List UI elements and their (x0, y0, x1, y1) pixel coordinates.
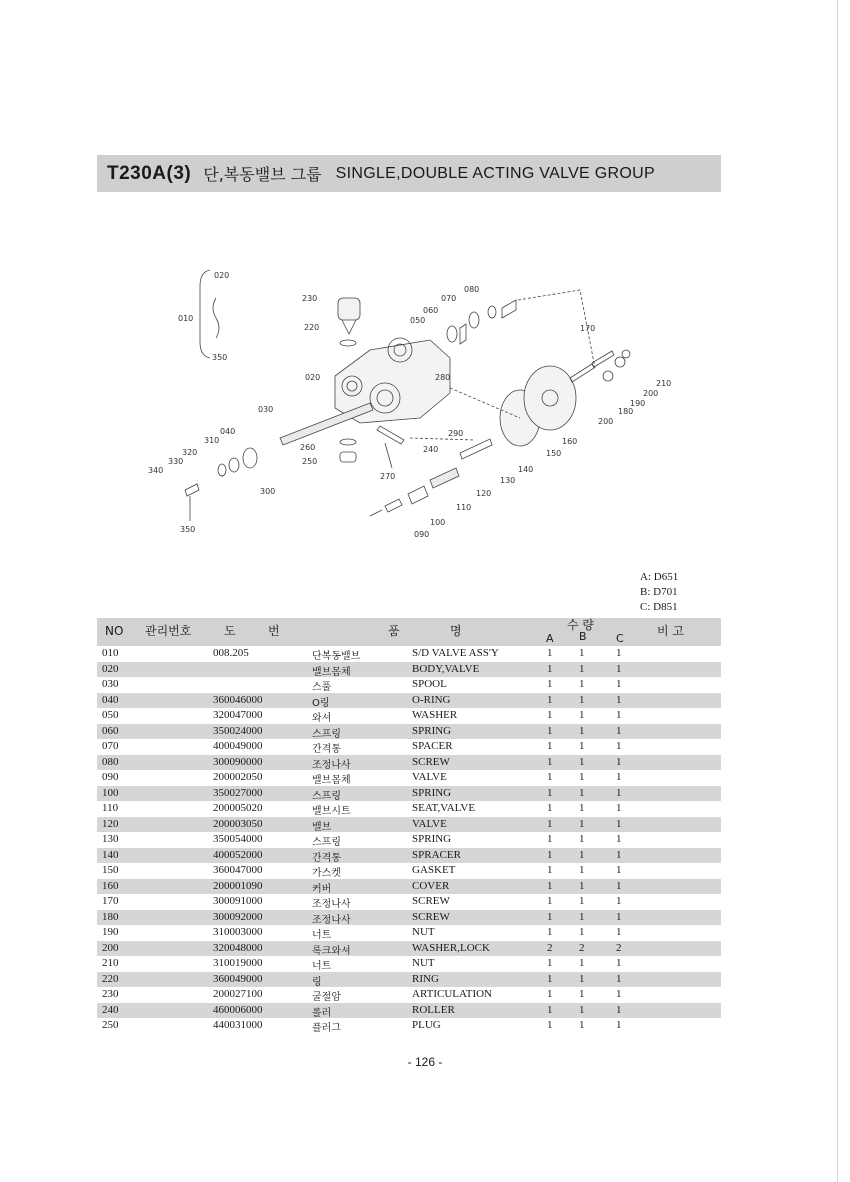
callout-070: 070 (441, 294, 457, 303)
part-name-korean: 플러그 (312, 1023, 341, 1034)
table-row (97, 739, 721, 755)
qty-a: 1 (547, 817, 553, 830)
valve-exploded-view (130, 258, 690, 548)
header-col-b: B (579, 630, 587, 643)
qty-c: 1 (616, 910, 622, 923)
part-number: 350054000 (213, 833, 263, 845)
table-row (97, 1003, 721, 1019)
part-number: 300092000 (213, 910, 263, 923)
callout-310: 310 (204, 436, 220, 445)
part-name-english: VALVE (412, 817, 447, 830)
part-no: 130 (102, 833, 119, 845)
part-no: 240 (102, 1003, 119, 1016)
header-item-1: 품 (388, 624, 400, 638)
qty-a: 1 (547, 740, 553, 752)
part-no: 230 (102, 988, 119, 1000)
group-code: T230A(3) (107, 162, 192, 184)
part-no: 020 (102, 662, 119, 675)
table-row (97, 1018, 721, 1034)
qty-b: 1 (579, 693, 585, 706)
part-no: 220 (102, 972, 119, 985)
qty-a: 1 (547, 771, 553, 783)
part-number: 300091000 (213, 895, 263, 907)
part-number: 300090000 (213, 755, 263, 768)
callout-020: 020 (214, 271, 230, 280)
qty-b: 1 (579, 678, 585, 690)
callout-350: 350 (212, 353, 228, 362)
part-number: 200027100 (213, 988, 263, 1000)
callout-140: 140 (518, 465, 534, 474)
qty-c: 1 (616, 786, 622, 799)
table-row (97, 677, 721, 693)
qty-a: 1 (547, 709, 553, 721)
qty-c: 1 (616, 1019, 622, 1031)
part-number: 320048000 (213, 941, 263, 954)
part-name-korean: 와셔 (312, 713, 332, 724)
qty-b: 1 (579, 972, 585, 985)
qty-b: 1 (579, 848, 585, 861)
part-name-korean: 스프링 (312, 728, 341, 740)
qty-c: 1 (616, 879, 622, 892)
part-no: 060 (102, 724, 119, 737)
page-number: - 126 - (407, 1055, 443, 1069)
qty-b: 1 (579, 864, 585, 876)
qty-b: 1 (579, 833, 585, 845)
table-row (97, 894, 721, 910)
part-no: 010 (102, 647, 119, 659)
callout-170: 170 (580, 324, 596, 333)
part-name-korean: 조정나사 (312, 759, 351, 771)
part-name-english: NUT (412, 957, 435, 969)
qty-a: 1 (547, 988, 553, 1000)
part-name-korean: 간격통 (312, 852, 341, 864)
table-row (97, 987, 721, 1003)
part-number: 200003050 (213, 817, 263, 830)
table-row (97, 662, 721, 678)
part-name-korean: 록크와셔 (312, 945, 351, 957)
qty-a: 1 (547, 926, 553, 938)
header-col-a: A (546, 632, 554, 645)
part-name-english: SPRING (412, 833, 452, 845)
part-name-english: WASHER,LOCK (412, 941, 490, 954)
part-name-korean: O링 (312, 697, 330, 709)
qty-b: 1 (579, 957, 585, 969)
table-row (97, 925, 721, 941)
qty-b: 1 (579, 802, 585, 814)
table-row (97, 724, 721, 740)
page-edge (837, 0, 838, 1182)
part-name-english: GASKET (412, 864, 456, 876)
callout-180: 180 (618, 407, 634, 416)
part-name-english: NUT (412, 926, 435, 938)
qty-b: 1 (579, 647, 585, 659)
part-name-korean: 롤러 (312, 1007, 332, 1019)
qty-b: 1 (579, 755, 585, 768)
callout-060: 060 (423, 306, 439, 315)
part-name-korean: 스풀 (312, 682, 332, 693)
qty-c: 1 (616, 957, 622, 969)
part-no: 050 (102, 709, 119, 721)
qty-a: 1 (547, 864, 553, 876)
qty-b: 1 (579, 1003, 585, 1016)
part-number: 360049000 (213, 972, 263, 985)
callout-210: 210 (656, 379, 672, 388)
callout-270: 270 (380, 472, 396, 481)
part-name-english: S/D VALVE ASS'Y (412, 647, 499, 659)
callout-110: 110 (456, 503, 472, 512)
qty-a: 1 (547, 662, 553, 675)
header-drawing-1: 도 (224, 624, 236, 638)
part-name-korean: 스프링 (312, 837, 341, 848)
part-name-english: SPRING (412, 786, 452, 799)
qty-a: 1 (547, 895, 553, 907)
part-number: 008.205 (213, 647, 249, 659)
part-name-korean: 간격통 (312, 744, 341, 755)
qty-b: 1 (579, 786, 585, 799)
part-name-korean: 굴절암 (312, 992, 341, 1003)
qty-c: 1 (616, 693, 622, 706)
callout-290: 290 (448, 429, 464, 438)
qty-c: 1 (616, 802, 622, 814)
qty-b: 1 (579, 879, 585, 892)
callout-250: 250 (302, 457, 318, 466)
part-no: 030 (102, 678, 119, 690)
qty-b: 1 (579, 817, 585, 830)
qty-b: 1 (579, 895, 585, 907)
callout-020b: 020 (305, 373, 321, 382)
qty-c: 1 (616, 817, 622, 830)
header-no: NO (105, 624, 124, 638)
model-legend (640, 570, 720, 615)
qty-b: 1 (579, 988, 585, 1000)
header-remarks: 비 고 (657, 624, 684, 638)
qty-c: 1 (616, 662, 622, 675)
callout-240: 240 (423, 445, 439, 454)
qty-b: 1 (579, 771, 585, 783)
callout-350b: 350 (180, 525, 196, 534)
part-name-korean: 밸브 (312, 821, 332, 833)
part-name-english: SPRACER (412, 848, 461, 861)
part-name-korean: 가스켓 (312, 868, 341, 879)
part-name-korean: 커버 (312, 883, 332, 895)
qty-a: 1 (547, 879, 553, 892)
part-number: 460006000 (213, 1003, 263, 1016)
part-name-english: BODY,VALVE (412, 662, 480, 675)
part-name-english: O-RING (412, 693, 451, 706)
callout-050: 050 (410, 316, 426, 325)
qty-c: 1 (616, 1003, 622, 1016)
qty-c: 1 (616, 972, 622, 985)
header-drawing-2: 번 (268, 624, 280, 638)
callout-080: 080 (464, 285, 480, 294)
qty-a: 1 (547, 1003, 553, 1016)
qty-a: 1 (547, 786, 553, 799)
qty-c: 1 (616, 740, 622, 752)
part-number: 350024000 (213, 724, 263, 737)
part-no: 140 (102, 848, 119, 861)
section-title-bar (97, 155, 721, 192)
qty-b: 1 (579, 724, 585, 737)
callout-320: 320 (182, 448, 198, 457)
part-name-english: COVER (412, 879, 450, 892)
table-row (97, 755, 721, 771)
qty-c: 1 (616, 771, 622, 783)
qty-a: 1 (547, 1019, 553, 1031)
callout-200: 200 (643, 389, 659, 398)
table-row (97, 956, 721, 972)
qty-c: 1 (616, 864, 622, 876)
model-a: A: D651 (640, 571, 679, 583)
part-no: 160 (102, 879, 119, 892)
table-row (97, 941, 721, 957)
qty-c: 1 (616, 678, 622, 690)
qty-a: 1 (547, 957, 553, 969)
part-no: 190 (102, 926, 119, 938)
part-name-korean: 조정나사 (312, 899, 351, 910)
part-name-korean: 조정나사 (312, 914, 351, 926)
part-name-english: SPRING (412, 724, 452, 737)
part-no: 170 (102, 895, 119, 907)
part-number: 360047000 (213, 864, 263, 876)
part-no: 250 (102, 1019, 119, 1031)
qty-b: 1 (579, 740, 585, 752)
part-number: 350027000 (213, 786, 263, 799)
part-number: 310003000 (213, 926, 263, 938)
part-no: 120 (102, 817, 119, 830)
qty-c: 1 (616, 988, 622, 1000)
callout-150: 150 (546, 449, 562, 458)
table-row (97, 832, 721, 848)
qty-a: 1 (547, 724, 553, 737)
callout-300: 300 (260, 487, 276, 496)
callout-190: 190 (630, 399, 646, 408)
header-item-2: 명 (450, 624, 462, 638)
callout-120: 120 (476, 489, 492, 498)
part-number: 310019000 (213, 957, 263, 969)
callout-330: 330 (168, 457, 184, 466)
part-number: 200001090 (213, 879, 263, 892)
qty-b: 1 (579, 709, 585, 721)
callout-100: 100 (430, 518, 446, 527)
qty-c: 1 (616, 755, 622, 768)
part-name-korean: 단복동밸브 (312, 651, 361, 662)
qty-a: 1 (547, 693, 553, 706)
table-row (97, 910, 721, 926)
part-name-english: ROLLER (412, 1003, 455, 1016)
qty-c: 1 (616, 724, 622, 737)
qty-b: 2 (579, 941, 585, 954)
part-number: 200002050 (213, 771, 263, 783)
callout-230: 230 (302, 294, 318, 303)
qty-b: 1 (579, 926, 585, 938)
callout-220: 220 (304, 323, 320, 332)
table-row (97, 786, 721, 802)
table-row (97, 693, 721, 709)
table-row (97, 646, 721, 662)
part-name-english: SEAT,VALVE (412, 802, 476, 814)
parts-table-body (97, 646, 721, 1034)
part-name-english: SCREW (412, 895, 450, 907)
part-no: 180 (102, 910, 119, 923)
parts-table-header (97, 618, 721, 646)
callout-130: 130 (500, 476, 516, 485)
callout-340: 340 (148, 466, 164, 475)
qty-a: 2 (547, 941, 553, 954)
callout-280: 280 (435, 373, 451, 382)
part-number: 440031000 (213, 1019, 263, 1031)
part-name-korean: 너트 (312, 961, 332, 972)
part-name-korean: 밸브몸체 (312, 775, 351, 786)
qty-c: 1 (616, 848, 622, 861)
qty-a: 1 (547, 972, 553, 985)
table-row (97, 972, 721, 988)
group-title-korean: 단,복동밸브 그룹 (203, 165, 322, 184)
part-name-korean: 너트 (312, 930, 332, 941)
part-no: 040 (102, 693, 119, 706)
callout-040: 040 (220, 427, 236, 436)
part-no: 090 (102, 771, 119, 783)
model-b: B: D701 (640, 586, 678, 598)
part-name-english: RING (412, 972, 439, 985)
part-name-english: VALVE (412, 771, 447, 783)
qty-a: 1 (547, 755, 553, 768)
callout-090: 090 (414, 530, 430, 539)
part-number: 400052000 (213, 848, 263, 861)
qty-c: 1 (616, 647, 622, 659)
callout-030: 030 (258, 405, 274, 414)
part-no: 200 (102, 941, 119, 954)
callout-260: 260 (300, 443, 316, 452)
callout-200b: 200 (598, 417, 614, 426)
header-quantity: 수 량 (567, 618, 594, 632)
part-name-english: SPACER (412, 740, 453, 752)
part-no: 070 (102, 740, 119, 752)
part-name-korean: 밸브몸체 (312, 666, 351, 678)
model-c: C: D851 (640, 601, 678, 613)
header-col-c: C (616, 632, 624, 645)
qty-c: 1 (616, 709, 622, 721)
exploded-parts-diagram (130, 258, 690, 548)
qty-c: 1 (616, 833, 622, 845)
qty-c: 2 (616, 941, 622, 954)
table-row (97, 863, 721, 879)
group-title-english: SINGLE,DOUBLE ACTING VALVE GROUP (335, 164, 655, 182)
part-name-english: WASHER (412, 709, 458, 721)
qty-a: 1 (547, 802, 553, 814)
part-no: 150 (102, 864, 119, 876)
qty-a: 1 (547, 848, 553, 861)
table-row (97, 801, 721, 817)
qty-b: 1 (579, 910, 585, 923)
part-name-english: SPOOL (412, 678, 447, 690)
qty-a: 1 (547, 647, 553, 659)
part-no: 110 (102, 802, 119, 814)
part-name-english: SCREW (412, 755, 450, 768)
part-number: 320047000 (213, 709, 263, 721)
part-name-english: ARTICULATION (412, 988, 492, 1000)
part-name-english: PLUG (412, 1019, 441, 1031)
callout-160: 160 (562, 437, 578, 446)
callout-010: 010 (178, 314, 194, 323)
part-number: 200005020 (213, 802, 263, 814)
part-name-korean: 링 (312, 976, 322, 988)
qty-a: 1 (547, 910, 553, 923)
table-row (97, 770, 721, 786)
part-number: 400049000 (213, 740, 263, 752)
qty-b: 1 (579, 1019, 585, 1031)
table-row (97, 848, 721, 864)
table-row (97, 879, 721, 895)
part-number: 360046000 (213, 693, 263, 706)
qty-a: 1 (547, 678, 553, 690)
part-no: 100 (102, 786, 119, 799)
header-mgmt-number: 관리번호 (145, 624, 192, 638)
part-no: 080 (102, 755, 119, 768)
part-name-korean: 스프링 (312, 790, 341, 802)
table-row (97, 817, 721, 833)
table-row (97, 708, 721, 724)
part-name-english: SCREW (412, 910, 450, 923)
part-no: 210 (102, 957, 119, 969)
qty-b: 1 (579, 662, 585, 675)
qty-a: 1 (547, 833, 553, 845)
qty-c: 1 (616, 926, 622, 938)
qty-c: 1 (616, 895, 622, 907)
part-name-korean: 밸브시트 (312, 806, 351, 817)
